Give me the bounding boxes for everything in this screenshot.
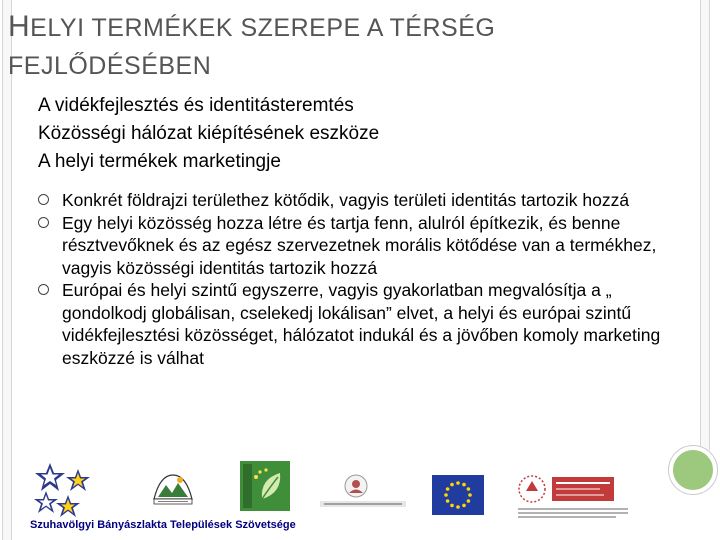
circle-bullet-icon [38,194,49,205]
leader-logo [240,461,290,511]
slide-title [8,8,568,85]
main-item: Közösségi hálózat kiépítésének eszköze [38,123,380,144]
sub-item [38,212,693,280]
sub-item [38,279,693,369]
title-line2: FEJLŐDÉSÉBEN [8,52,212,80]
circle-bullet-icon [38,217,49,228]
darany-ignac-terv-logo [318,471,408,513]
right-frame-bar [700,0,710,450]
footer-association-name: Szuhavölgyi Bányászlakta Települések Szövetsége [30,519,296,531]
eu-flag-logo [432,475,484,515]
uj-magyarorszag-logo [516,471,632,523]
sub-item-text: Egy helyi közösség hozza létre és tartja fenn, alulról építkezik, és benne résztvevőknek és az egész szervezetnek morális kötődése van a termékhez, vagyis közösségi identitás tartozik hozzá [62,212,657,278]
circle-bullet-icon [38,284,49,295]
logo-strip [0,455,720,540]
sub-list [38,189,693,369]
main-item: A vidékfejlesztés és identitásteremtés [38,95,354,116]
sub-item-text: Európai és helyi szintű egyszerre, vagyis gyakorlatban megvalósítja a „ gondolkodj globálisan, cselekedj lokálisan” elvet, a helyi és európai szintű vidékfejlesztési közösséget, hálózatot indukál és a jövőben komoly marketing eszközzé is válhat [62,280,661,368]
stars-logo [28,461,128,521]
sub-item-text: Konkrét földrajzi területhez kötődik, vagyis területi identitás tartozik hozzá [62,190,630,210]
sub-item [38,189,693,212]
title-line1: ELYI TERMÉKEK SZEREPE A TÉRSÉG [30,14,496,42]
main-list [38,92,688,176]
association-logo [150,469,196,509]
main-item: A helyi termékek marketingje [38,151,281,172]
title-first-letter: H [8,10,31,43]
